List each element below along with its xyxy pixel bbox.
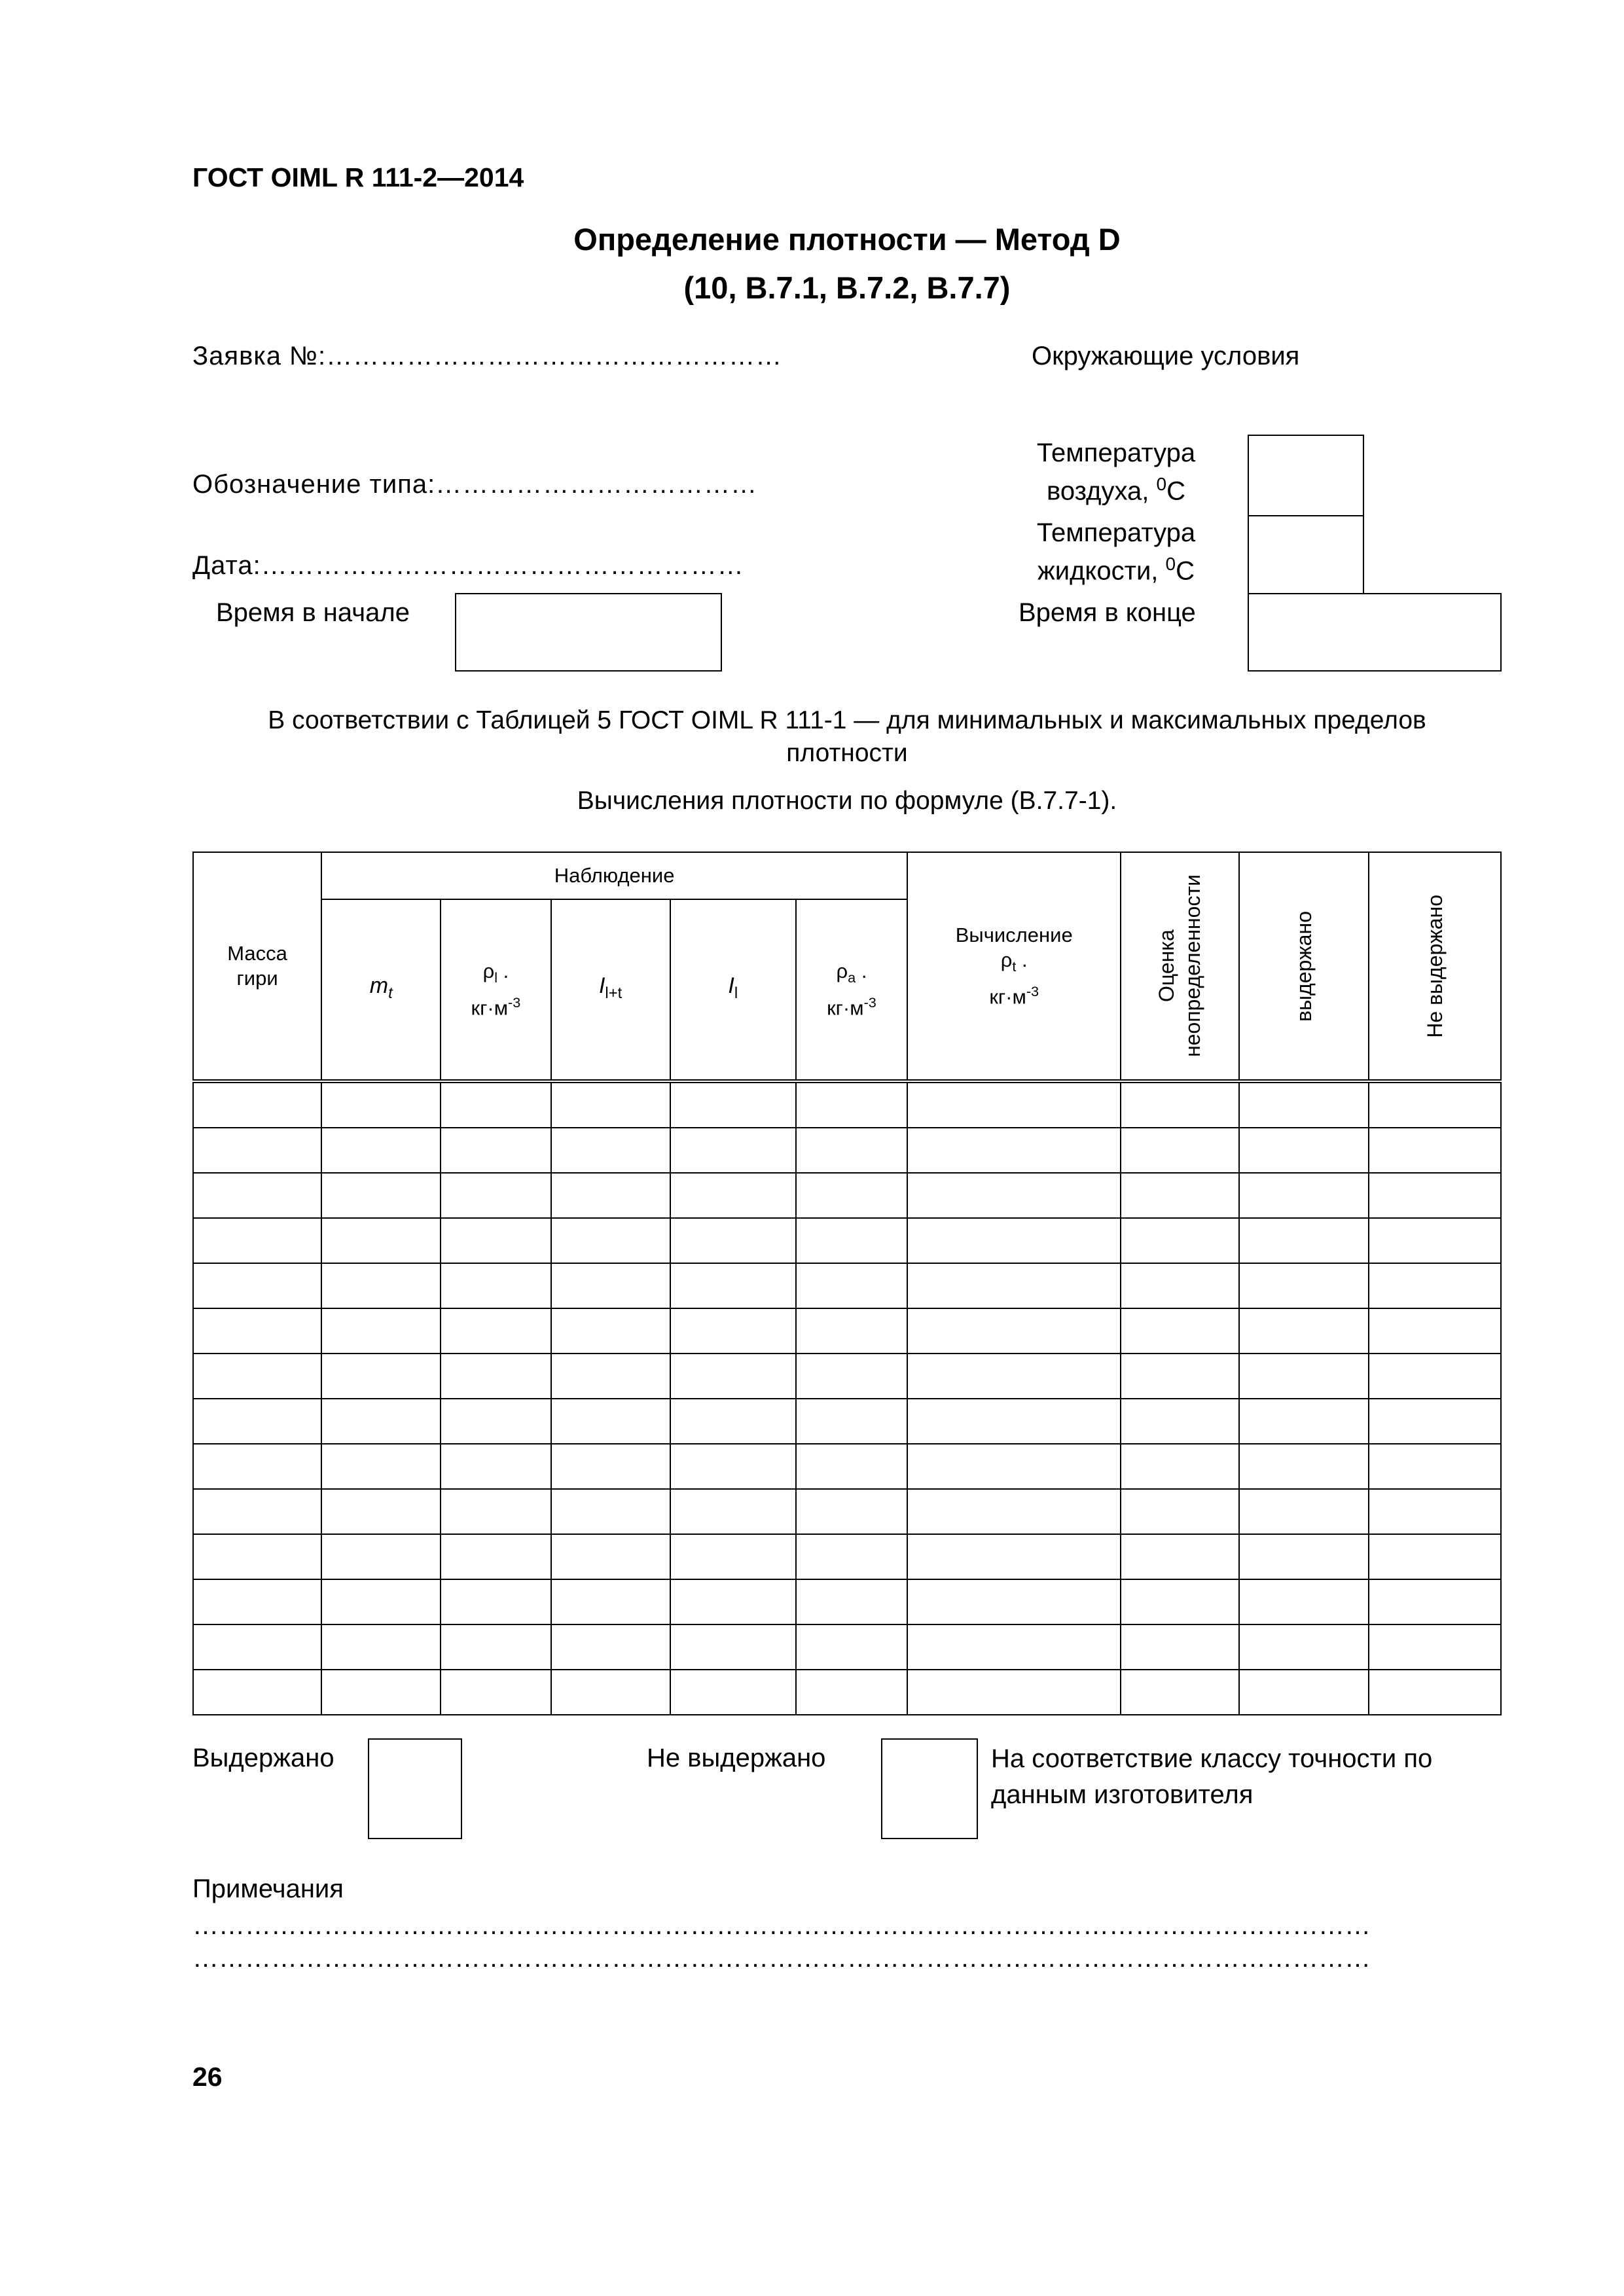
table-cell[interactable] [670, 1399, 796, 1444]
table-row [193, 1534, 1501, 1579]
application-field[interactable]: Заявка №:…………………………………………… [192, 342, 783, 370]
table-cell[interactable] [796, 1399, 907, 1444]
table-cell[interactable] [796, 1489, 907, 1534]
table-cell[interactable] [907, 1263, 1121, 1308]
il-header: $I_l$ [670, 899, 796, 1081]
table-cell[interactable] [796, 1670, 907, 1715]
ilt-header: $I_{l+t}$ [551, 899, 670, 1081]
table-cell[interactable] [1121, 1081, 1238, 1128]
standard-code: ГОСТ OIML R 111-2—2014 [192, 162, 524, 192]
table-cell[interactable] [441, 1624, 550, 1670]
table-cell[interactable] [551, 1670, 670, 1715]
table-cell[interactable] [907, 1354, 1121, 1399]
table-cell[interactable] [321, 1308, 441, 1354]
table-cell[interactable] [1121, 1173, 1238, 1218]
table-body [193, 1081, 1501, 1715]
type-field[interactable]: Обозначение типа:……………………………… [192, 470, 758, 499]
table-cell[interactable] [1121, 1354, 1238, 1399]
table-cell[interactable] [670, 1128, 796, 1173]
table-cell[interactable] [670, 1081, 796, 1128]
table-cell[interactable] [796, 1534, 907, 1579]
table-cell[interactable] [193, 1081, 321, 1128]
table-cell[interactable] [670, 1173, 796, 1218]
table-cell[interactable] [551, 1128, 670, 1173]
table-cell[interactable] [441, 1218, 550, 1263]
table-cell[interactable] [1239, 1489, 1369, 1534]
table-cell[interactable] [670, 1218, 796, 1263]
table-row [193, 1308, 1501, 1354]
environment-title: Окружающие условия [1032, 342, 1300, 370]
table-cell[interactable] [1239, 1263, 1369, 1308]
table-cell[interactable] [670, 1354, 796, 1399]
table-cell[interactable] [551, 1534, 670, 1579]
table-cell[interactable] [1369, 1173, 1501, 1218]
table-cell[interactable] [907, 1444, 1121, 1489]
table-cell[interactable] [670, 1624, 796, 1670]
table-row [193, 1354, 1501, 1399]
table-cell[interactable] [321, 1489, 441, 1534]
table-cell[interactable] [193, 1624, 321, 1670]
table-cell[interactable] [441, 1173, 550, 1218]
table-cell[interactable] [1121, 1534, 1238, 1579]
start-time-box[interactable] [455, 593, 722, 672]
table-cell[interactable] [551, 1579, 670, 1624]
table-cell[interactable] [193, 1534, 321, 1579]
table-cell[interactable] [1121, 1399, 1238, 1444]
table-cell[interactable] [193, 1263, 321, 1308]
table-cell[interactable] [670, 1489, 796, 1534]
table-cell[interactable] [321, 1579, 441, 1624]
table-cell[interactable] [193, 1399, 321, 1444]
table-row [193, 1624, 1501, 1670]
remarks-line-1[interactable]: ……………………………………………………………………………………………………………………… [192, 1911, 1371, 1940]
rho-l-header: $\rho_l$ . $кг\cdot м^{-3}$ [441, 899, 550, 1081]
table-cell[interactable] [441, 1308, 550, 1354]
table-cell[interactable] [796, 1308, 907, 1354]
table-cell[interactable] [670, 1444, 796, 1489]
accuracy-label: На соответствие классу точности по данным изготовителя [991, 1744, 1433, 1809]
table-cell[interactable] [193, 1670, 321, 1715]
table-cell[interactable] [1239, 1218, 1369, 1263]
mt-header: $m_t$ [321, 899, 441, 1081]
formula-text: Вычисления плотности по формуле (B.7.7-1). [577, 787, 1117, 815]
failed-header: Не выдержано [1369, 852, 1501, 1081]
table-cell[interactable] [193, 1173, 321, 1218]
passed-checkbox[interactable] [368, 1738, 462, 1839]
table-cell[interactable] [907, 1081, 1121, 1128]
table-cell[interactable] [1369, 1354, 1501, 1399]
table-cell[interactable] [321, 1173, 441, 1218]
table-cell[interactable] [441, 1670, 550, 1715]
table-cell[interactable] [796, 1354, 907, 1399]
table-row [193, 1081, 1501, 1128]
passed-header: выдержано [1239, 852, 1369, 1081]
table-cell[interactable] [1369, 1399, 1501, 1444]
table-cell[interactable] [441, 1534, 550, 1579]
table-cell[interactable] [1239, 1173, 1369, 1218]
liquid-temp-box[interactable] [1248, 515, 1364, 596]
table-cell[interactable] [321, 1081, 441, 1128]
table-cell[interactable] [907, 1624, 1121, 1670]
table-cell[interactable] [1369, 1534, 1501, 1579]
table-cell[interactable] [1369, 1670, 1501, 1715]
observation-header: Наблюдение [321, 852, 907, 899]
table-cell[interactable] [1239, 1399, 1369, 1444]
table-cell[interactable] [441, 1081, 550, 1128]
table-cell[interactable] [441, 1399, 550, 1444]
table-cell[interactable] [1369, 1128, 1501, 1173]
table-cell[interactable] [1369, 1489, 1501, 1534]
date-field[interactable]: Дата:……………………………………………… [192, 551, 744, 580]
table-cell[interactable] [1239, 1444, 1369, 1489]
air-temp-label: Температура воздуха, $^0$C [1036, 439, 1196, 506]
table-cell[interactable] [441, 1579, 550, 1624]
table-cell[interactable] [907, 1173, 1121, 1218]
table-cell[interactable] [193, 1444, 321, 1489]
uncertainty-header: Оценка неопределенности [1121, 852, 1238, 1081]
table-cell[interactable] [441, 1444, 550, 1489]
table-cell[interactable] [1121, 1444, 1238, 1489]
table-cell[interactable] [1121, 1624, 1238, 1670]
table-cell[interactable] [907, 1218, 1121, 1263]
table-cell[interactable] [321, 1263, 441, 1308]
table-cell[interactable] [907, 1579, 1121, 1624]
table-cell[interactable] [1239, 1670, 1369, 1715]
table-cell[interactable] [796, 1444, 907, 1489]
table-cell[interactable] [1369, 1624, 1501, 1670]
table-cell[interactable] [321, 1128, 441, 1173]
table-cell[interactable] [1369, 1081, 1501, 1128]
table-cell[interactable] [796, 1173, 907, 1218]
table-cell[interactable] [1239, 1579, 1369, 1624]
table-cell[interactable] [551, 1624, 670, 1670]
table-cell[interactable] [193, 1579, 321, 1624]
table-cell[interactable] [551, 1308, 670, 1354]
table-cell[interactable] [321, 1218, 441, 1263]
calc-header: Вычисление $\rho_t$ . $кг\cdot м^{-3}$ [907, 852, 1121, 1081]
table-cell[interactable] [796, 1579, 907, 1624]
table-cell[interactable] [551, 1354, 670, 1399]
table-cell[interactable] [441, 1263, 550, 1308]
table-row [193, 1670, 1501, 1715]
table-cell[interactable] [1369, 1218, 1501, 1263]
table-cell[interactable] [1121, 1128, 1238, 1173]
remarks-line-2[interactable]: ……………………………………………………………………………………………………………………… [192, 1944, 1371, 1973]
table-cell[interactable] [670, 1670, 796, 1715]
start-time-label: Время в начале [216, 598, 410, 627]
table-cell[interactable] [321, 1624, 441, 1670]
table-cell[interactable] [551, 1399, 670, 1444]
table-cell[interactable] [441, 1354, 550, 1399]
table-cell[interactable] [796, 1128, 907, 1173]
density-table [192, 852, 1502, 1715]
table-cell[interactable] [193, 1489, 321, 1534]
table-cell[interactable] [193, 1218, 321, 1263]
table-cell[interactable] [551, 1444, 670, 1489]
table-cell[interactable] [1369, 1444, 1501, 1489]
table-cell[interactable] [907, 1534, 1121, 1579]
table-cell[interactable] [193, 1308, 321, 1354]
table-cell[interactable] [1121, 1218, 1238, 1263]
end-time-label: Время в конце [1019, 598, 1196, 627]
table-cell[interactable] [1239, 1624, 1369, 1670]
table-cell[interactable] [551, 1081, 670, 1128]
table-cell[interactable] [907, 1308, 1121, 1354]
end-time-box[interactable] [1248, 593, 1502, 672]
table-cell[interactable] [796, 1218, 907, 1263]
table-cell[interactable] [321, 1399, 441, 1444]
table-row [193, 1444, 1501, 1489]
table-cell[interactable] [1369, 1263, 1501, 1308]
table-cell[interactable] [1121, 1670, 1238, 1715]
table-cell[interactable] [796, 1263, 907, 1308]
table-cell[interactable] [670, 1308, 796, 1354]
table-cell[interactable] [670, 1579, 796, 1624]
table-cell[interactable] [670, 1263, 796, 1308]
table-cell[interactable] [796, 1624, 907, 1670]
mass-header: Масса гири [193, 852, 321, 1081]
table-cell[interactable] [551, 1218, 670, 1263]
table-cell[interactable] [1121, 1579, 1238, 1624]
table-cell[interactable] [1239, 1354, 1369, 1399]
table-cell[interactable] [193, 1354, 321, 1399]
table-cell[interactable] [907, 1128, 1121, 1173]
table-row [193, 1128, 1501, 1173]
failed-checkbox[interactable] [881, 1738, 978, 1839]
table-cell[interactable] [796, 1081, 907, 1128]
failed-label: Не выдержано [647, 1744, 826, 1772]
table-row [193, 1263, 1501, 1308]
liquid-temp-label: Температура жидкости, $^0$C [1036, 518, 1196, 586]
table-cell[interactable] [907, 1489, 1121, 1534]
table-cell[interactable] [321, 1444, 441, 1489]
page-subtitle: (10, B.7.1, B.7.2, B.7.7) [683, 270, 1011, 305]
air-temp-box[interactable] [1248, 435, 1364, 516]
table-cell[interactable] [907, 1670, 1121, 1715]
table-cell[interactable] [1121, 1489, 1238, 1534]
table-row [193, 1489, 1501, 1534]
remarks-label: Примечания [192, 1874, 344, 1903]
table-row [193, 1579, 1501, 1624]
table-cell[interactable] [670, 1534, 796, 1579]
table-reference-text: В соответствии с Таблицей 5 ГОСТ OIML R 111-1 — для минимальных и максимальных пределов плотности [268, 706, 1426, 767]
page-number: 26 [192, 2062, 223, 2092]
table-row [193, 1173, 1501, 1218]
page-title: Определение плотности — Метод D [573, 222, 1121, 257]
table-row [193, 1218, 1501, 1263]
table-cell[interactable] [1121, 1308, 1238, 1354]
table-cell[interactable] [441, 1128, 550, 1173]
table-cell[interactable] [1369, 1308, 1501, 1354]
passed-label: Выдержано [192, 1744, 334, 1772]
table-cell[interactable] [1121, 1263, 1238, 1308]
table-cell[interactable] [551, 1173, 670, 1218]
table-row [193, 1399, 1501, 1444]
rho-a-header: $\rho_a$ . $кг\cdot м^{-3}$ [796, 899, 907, 1081]
table-cell[interactable] [321, 1354, 441, 1399]
table-cell[interactable] [551, 1263, 670, 1308]
table-cell[interactable] [441, 1489, 550, 1534]
table-cell[interactable] [907, 1399, 1121, 1444]
table-cell[interactable] [1239, 1081, 1369, 1128]
table-cell[interactable] [321, 1534, 441, 1579]
table-cell[interactable] [193, 1128, 321, 1173]
table-cell[interactable] [551, 1489, 670, 1534]
table-cell[interactable] [1239, 1308, 1369, 1354]
table-cell[interactable] [1239, 1534, 1369, 1579]
table-cell[interactable] [1239, 1128, 1369, 1173]
table-cell[interactable] [1369, 1579, 1501, 1624]
table-cell[interactable] [321, 1670, 441, 1715]
